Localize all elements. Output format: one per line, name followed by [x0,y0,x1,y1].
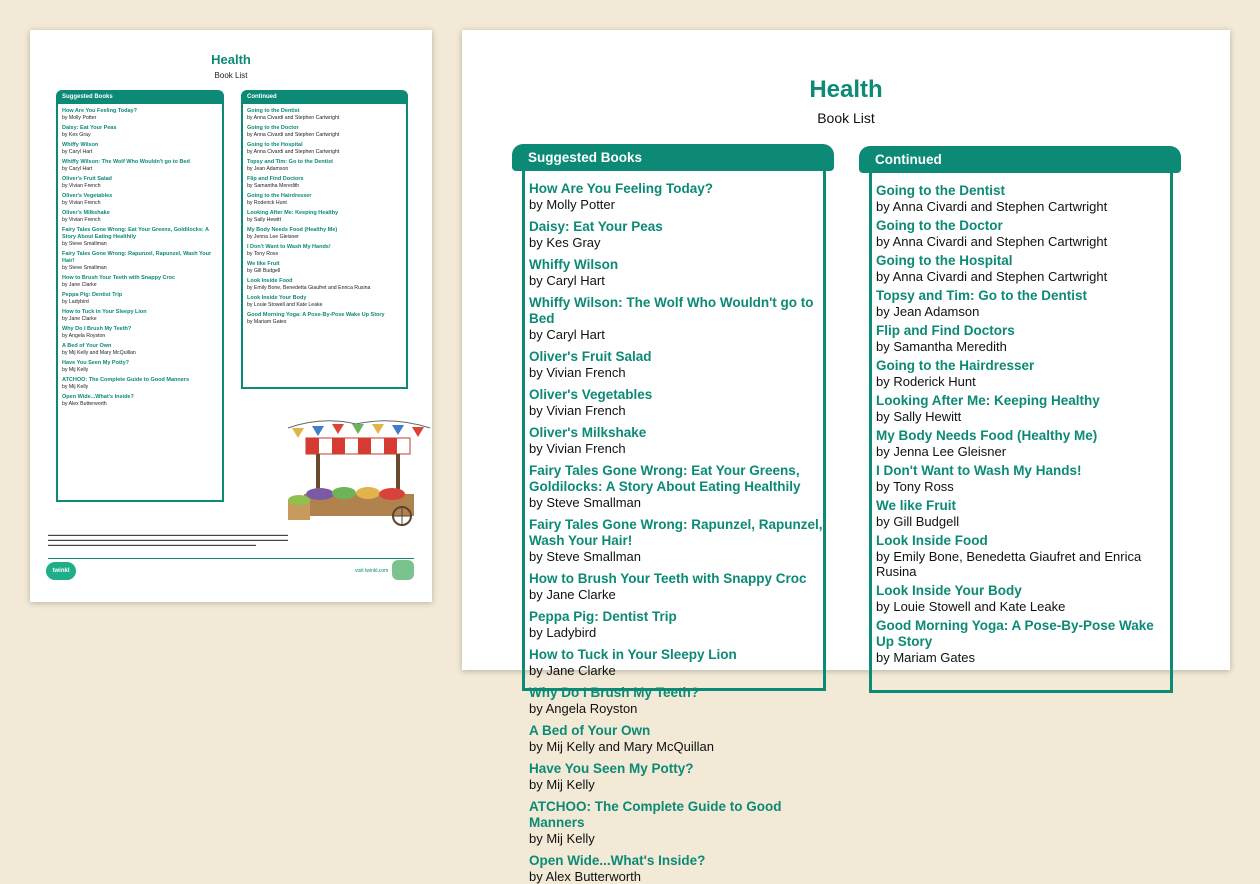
book-item [62,210,218,224]
book-author: by Vivian French [529,441,626,456]
book-title: Fairy Tales Gone Wrong: Eat Your Greens, Goldilocks: A Story About Eating Healthily [62,227,209,240]
market-stall-illustration [282,418,437,526]
book-author: by Vivian French [529,365,626,380]
book-author: by Jane Clarke [529,587,616,602]
book-author: by Jane Clarke [62,282,97,288]
book-title: I Don't Want to Wash My Hands! [247,244,331,250]
book-author: by Kes Gray [62,132,91,138]
book-title: My Body Needs Food (Healthy Me) [247,227,338,233]
book-title: ATCHOO: The Complete Guide to Good Manners [529,799,782,830]
book-item [529,853,823,884]
book-author: by Jane Clarke [62,316,97,322]
thumb-subtitle: Book List [214,71,248,80]
book-title: Going to the Doctor [247,125,299,131]
book-item [247,193,402,207]
book-title: Whiffy Wilson [62,142,99,148]
book-title: Whiffy Wilson: The Wolf Who Wouldn't go to Bed [529,295,814,326]
book-title: Oliver's Vegetables [529,387,653,402]
book-author: by Roderick Hunt [876,374,976,389]
book-item [876,323,1170,354]
book-item [62,142,218,156]
book-author: by Steve Smallman [62,241,107,247]
book-title: Fairy Tales Gone Wrong: Eat Your Greens, Goldilocks: A Story About Eating Healthily [529,463,801,494]
book-item [529,571,823,602]
book-title: Daisy: Eat Your Peas [529,219,663,234]
book-item [876,253,1170,284]
book-author: by Roderick Hunt [247,200,287,206]
book-title: Flip and Find Doctors [247,176,304,182]
book-item [247,295,402,309]
book-item [62,275,218,289]
book-author: by Vivian French [62,217,101,223]
book-author: by Mij Kelly [62,367,89,373]
thumb-footer-divider [48,558,414,559]
continued-books-list [869,173,1173,693]
book-author: by Vivian French [62,200,101,206]
book-title: Oliver's Milkshake [62,210,110,216]
thumb-suggested-list [56,104,224,502]
book-title: Looking After Me: Keeping Healthy [247,210,339,216]
book-title: A Bed of Your Own [529,723,651,738]
book-item [247,312,402,326]
book-title: Going to the Dentist [247,108,300,114]
book-item [529,349,823,380]
book-item [876,498,1170,529]
book-author: by Anna Civardi and Stephen Cartwright [247,115,340,121]
book-item [876,358,1170,389]
book-author: by Alex Butterworth [62,401,107,407]
continued-books-column [859,144,1181,693]
book-author: by Jean Adamson [876,304,980,319]
book-author: by Mij Kelly and Mary McQuillan [529,739,714,754]
book-title: Fairy Tales Gone Wrong: Rapunzel, Rapunzel, Wash Your Hair! [62,251,212,264]
book-item [247,142,402,156]
thumb-title: Health [211,52,251,67]
book-author: by Mij Kelly [62,384,89,390]
book-title: Oliver's Milkshake [529,425,647,440]
book-item [62,292,218,306]
book-title: Why Do I Brush My Teeth? [62,326,132,332]
book-title: My Body Needs Food (Healthy Me) [876,428,1098,443]
book-item [876,183,1170,214]
book-author: by Steve Smallman [62,265,107,271]
book-item [876,463,1170,494]
book-item [876,583,1170,614]
book-title: How to Tuck in Your Sleepy Lion [529,647,737,662]
thumb-suggested-column [56,90,224,502]
book-item [62,227,218,248]
book-item [247,125,402,139]
suggested-books-list [522,171,826,884]
book-item [62,309,218,323]
thumb-continued-heading: Continued [241,90,408,104]
book-author: by Molly Potter [529,197,615,212]
book-author: by Molly Potter [62,115,97,121]
thumb-suggested-heading: Suggested Books [56,90,224,104]
book-item [876,428,1170,459]
quality-badge-icon [392,560,414,580]
book-author: by Caryl Hart [529,327,605,342]
book-author: by Alex Butterworth [529,869,641,884]
book-item [529,219,823,250]
book-title: Peppa Pig: Dentist Trip [529,609,677,624]
enlarged-page[interactable] [462,30,1230,884]
book-title: Why Do I Brush My Teeth? [529,685,700,700]
book-author: by Sally Hewitt [876,409,962,424]
book-title: Look Inside Food [876,533,988,548]
book-title: How to Tuck in Your Sleepy Lion [62,309,147,315]
book-author: by Caryl Hart [62,149,93,155]
book-author: by Tony Ross [247,251,279,257]
book-title: Topsy and Tim: Go to the Dentist [247,159,333,165]
page-subtitle: Book List [817,110,875,126]
book-title: Open Wide...What's Inside? [62,394,134,400]
book-author: by Tony Ross [876,479,954,494]
book-title: Fairy Tales Gone Wrong: Rapunzel, Rapunzel, Wash Your Hair! [529,517,823,548]
book-title: Going to the Doctor [876,218,1003,233]
book-author: by Gill Budgell [247,268,281,274]
book-title: Peppa Pig: Dentist Trip [62,292,123,298]
book-item [529,257,823,288]
book-author: by Anna Civardi and Stephen Cartwright [247,132,340,138]
book-author: by Caryl Hart [62,166,93,172]
book-item [876,533,1170,579]
book-item [62,326,218,340]
book-author: by Jenna Lee Gleisner [876,444,1007,459]
book-title: Whiffy Wilson [529,257,619,272]
book-item [529,723,823,754]
book-author: by Anna Civardi and Stephen Cartwright [876,199,1108,214]
book-title: Open Wide...What's Inside? [529,853,706,868]
book-author: by Angela Royston [529,701,638,716]
book-title: Flip and Find Doctors [876,323,1015,338]
book-title: Look Inside Food [247,278,293,284]
book-title: Topsy and Tim: Go to the Dentist [876,288,1088,303]
suggested-books-heading: Suggested Books [512,144,834,171]
book-author: by Vivian French [62,183,101,189]
book-title: Good Morning Yoga: A Pose-By-Pose Wake Up Story [876,618,1154,649]
book-item [529,609,823,640]
footer-url[interactable]: visit twinkl.com [355,568,389,574]
book-author: by Anna Civardi and Stephen Cartwright [247,149,340,155]
book-item [62,377,218,391]
book-item [529,181,823,212]
book-item [62,159,218,173]
book-author: by Mij Kelly and Mary McQuillan [62,350,136,356]
book-item [62,251,218,272]
book-author: by Steve Smallman [529,495,641,510]
book-title: Going to the Hairdresser [876,358,1035,373]
book-item [62,360,218,374]
book-title: ATCHOO: The Complete Guide to Good Manners [62,377,190,383]
book-item [529,295,823,342]
book-author: by Jenna Lee Gleisner [247,234,299,240]
book-author: by Jane Clarke [529,663,616,678]
book-title: Have You Seen My Potty? [62,360,130,366]
book-author: by Vivian French [529,403,626,418]
book-item [247,261,402,275]
book-title: We like Fruit [876,498,957,513]
book-title: Going to the Hospital [876,253,1013,268]
book-author: by Anna Civardi and Stephen Cartwright [876,234,1108,249]
book-item [529,685,823,716]
book-author: by Jean Adamson [247,166,289,172]
book-author: by Ladybird [529,625,597,640]
book-author: by Mariam Gates [876,650,975,665]
book-item [62,343,218,357]
book-title: Have You Seen My Potty? [529,761,694,776]
book-title: How to Brush Your Teeth with Snappy Croc [529,571,807,586]
book-item [876,393,1170,424]
book-title: How Are You Feeling Today? [62,108,137,114]
book-item [62,108,218,122]
book-author: by Emily Bone, Benedetta Giaufret and Enrica Rusina [876,549,1142,579]
suggested-books-column [512,144,834,884]
book-author: by Angela Royston [62,333,106,339]
book-item [529,799,823,846]
book-item [529,387,823,418]
book-item [247,159,402,173]
book-item [247,227,402,241]
book-item [529,425,823,456]
book-title: Look Inside Your Body [247,295,307,301]
thumb-footnote: ▬▬▬▬▬▬▬▬▬▬▬▬▬▬▬▬▬▬▬▬▬▬▬▬▬▬▬▬▬▬▬▬▬▬▬▬▬▬▬▬▬▬▬▬▬▬▬▬▬▬▬▬▬▬▬▬▬▬▬▬ ▬▬▬▬▬▬▬▬▬▬▬▬▬▬▬▬▬▬▬▬▬▬▬▬▬▬▬▬▬▬▬▬▬▬▬▬▬▬▬▬▬▬▬▬▬▬▬▬▬▬▬▬▬▬▬▬▬▬▬▬ ▬▬▬▬▬▬▬▬▬▬▬▬▬▬▬▬▬▬▬▬▬▬▬▬▬▬▬▬▬▬▬▬▬▬▬▬▬▬▬▬▬▬▬▬▬▬▬▬▬▬▬▬ [48,532,288,547]
book-item [529,517,823,564]
book-item [529,463,823,510]
book-item [529,761,823,792]
thumbnail-page[interactable] [30,30,432,602]
book-title: Going to the Hairdresser [247,193,312,199]
book-item [62,394,218,408]
book-item [247,278,402,292]
book-title: Oliver's Fruit Salad [62,176,112,182]
book-author: by Anna Civardi and Stephen Cartwright [876,269,1108,284]
book-author: by Gill Budgell [876,514,960,529]
twinkl-logo: twinkl [46,562,76,580]
book-title: Whiffy Wilson: The Wolf Who Wouldn't go to Bed [62,159,190,165]
book-author: by Samantha Meredith [247,183,300,189]
book-item [62,193,218,207]
book-title: Going to the Hospital [247,142,303,148]
book-item [876,218,1170,249]
book-item [529,647,823,678]
book-author: by Samantha Meredith [876,339,1007,354]
page-title: Health [809,76,883,103]
book-author: by Steve Smallman [529,549,641,564]
book-title: Daisy: Eat Your Peas [62,125,117,131]
book-item [247,210,402,224]
book-author: by Mij Kelly [529,777,595,792]
book-item [247,244,402,258]
book-author: by Mariam Gates [247,319,287,325]
book-title: Good Morning Yoga: A Pose-By-Pose Wake Up Story [247,312,385,318]
book-author: by Mij Kelly [529,831,595,846]
thumb-continued-list [241,104,408,389]
book-title: I Don't Want to Wash My Hands! [876,463,1082,478]
book-author: by Caryl Hart [529,273,605,288]
continued-books-heading: Continued [859,146,1181,173]
book-title: How Are You Feeling Today? [529,181,714,196]
book-title: Look Inside Your Body [876,583,1022,598]
book-item [62,176,218,190]
book-title: Oliver's Fruit Salad [529,349,652,364]
book-author: by Emily Bone, Benedetta Giaufret and Enrica Rusina [247,285,371,291]
book-author: by Ladybird [62,299,89,305]
book-title: Going to the Dentist [876,183,1005,198]
book-author: by Sally Hewitt [247,217,282,223]
book-item [247,176,402,190]
book-title: A Bed of Your Own [62,343,112,349]
book-title: How to Brush Your Teeth with Snappy Croc [62,275,176,281]
book-title: We like Fruit [247,261,280,267]
book-item [876,288,1170,319]
book-item [62,125,218,139]
book-title: Looking After Me: Keeping Healthy [876,393,1100,408]
book-item [247,108,402,122]
book-item [876,618,1170,665]
book-author: by Louie Stowell and Kate Leake [876,599,1066,614]
thumb-continued-column [241,90,408,389]
book-title: Oliver's Vegetables [62,193,113,199]
book-author: by Louie Stowell and Kate Leake [247,302,323,308]
book-author: by Kes Gray [529,235,601,250]
